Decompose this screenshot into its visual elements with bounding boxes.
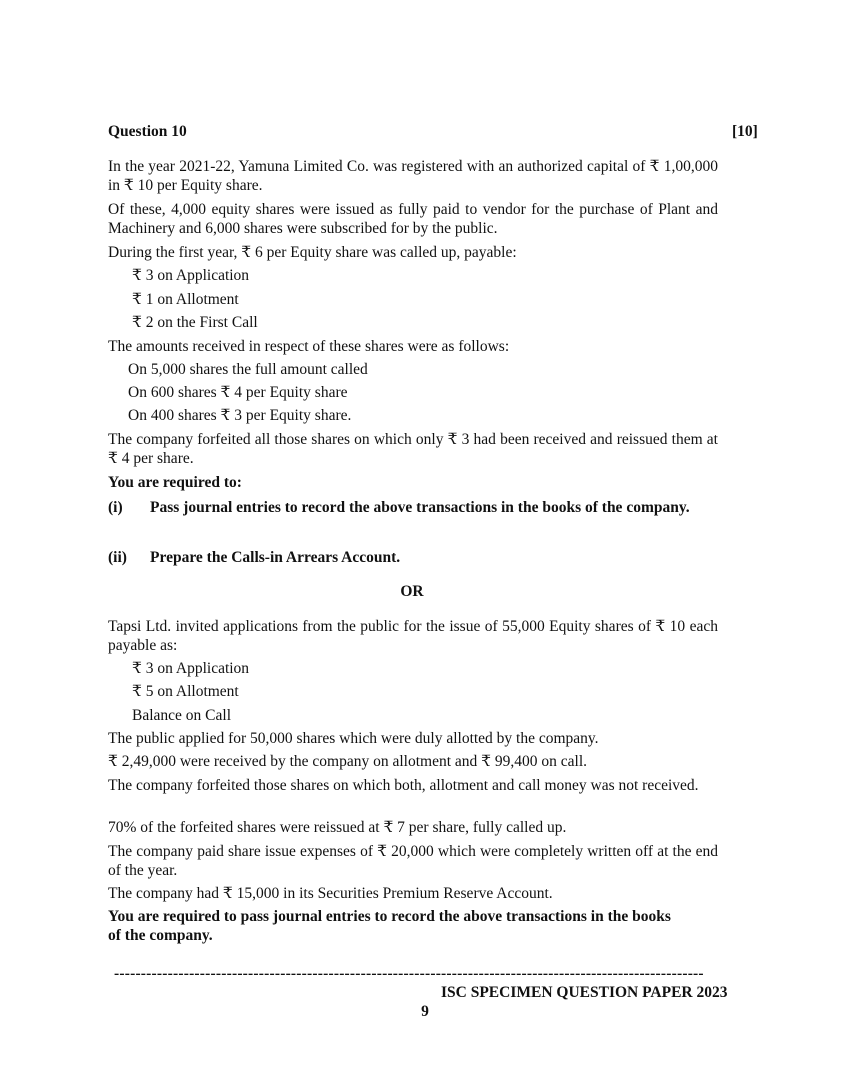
alt-call-item: Balance on Call [132, 707, 231, 724]
received-item: On 5,000 shares the full amount called [128, 361, 368, 378]
footer-divider: -------------------------------------------------------------------------------------------------------------- [114, 965, 704, 982]
part-text: Pass journal entries to record the above transactions in the books of the company. [150, 499, 690, 516]
received-item: On 400 shares ₹ 3 per Equity share. [128, 407, 352, 424]
alt-line: The company forfeited those shares on which both, allotment and call money was not received. [108, 777, 699, 794]
alt-call-item: ₹ 3 on Application [132, 660, 250, 677]
footer-title: ISC SPECIMEN QUESTION PAPER 2023 [441, 984, 728, 1001]
alt-line: The public applied for 50,000 shares which were duly allotted by the company. [108, 730, 599, 747]
alt-call-item: ₹ 5 on Allotment [132, 683, 239, 700]
call-item: ₹ 1 on Allotment [132, 291, 239, 308]
alt-line: The company had ₹ 15,000 in its Securities Premium Reserve Account. [108, 885, 553, 902]
part-number: (ii) [108, 549, 127, 566]
question-title: Question 10 [108, 123, 187, 140]
or-separator: OR [400, 583, 424, 600]
received-intro: The amounts received in respect of these shares were as follows: [108, 338, 510, 355]
received-item: On 600 shares ₹ 4 per Equity share [128, 384, 348, 401]
call-item: ₹ 3 on Application [132, 267, 250, 284]
alt-line: ₹ 2,49,000 were received by the company on allotment and ₹ 99,400 on call. [108, 753, 587, 770]
call-item: ₹ 2 on the First Call [132, 314, 258, 331]
intro-paragraph-2: Of these, 4,000 equity shares were issued as fully paid to vendor for the purchase of Plant and Machinery and 6,000 shares were subscribed for by the public. [108, 201, 718, 237]
page-number: 9 [421, 1003, 429, 1020]
alt-line: The company paid share issue expenses of ₹ 20,000 which were completely written off at the end of the year. [108, 843, 718, 879]
intro-paragraph-1: In the year 2021-22, Yamuna Limited Co. was registered with an authorized capital of ₹ 1,00,000 in ₹ 10 per Equity share. [108, 158, 718, 194]
question-marks: [10] [732, 123, 758, 140]
alt-line: 70% of the forfeited shares were reissued at ₹ 7 per share, fully called up. [108, 819, 567, 836]
alt-intro: Tapsi Ltd. invited applications from the public for the issue of 55,000 Equity shares of ₹ 10 each payable as: [108, 618, 718, 654]
part-text: Prepare the Calls-in Arrears Account. [150, 549, 401, 566]
intro-paragraph-3: During the first year, ₹ 6 per Equity share was called up, payable: [108, 244, 517, 261]
forfeit-paragraph: The company forfeited all those shares on which only ₹ 3 had been received and reissued them at ₹ 4 per share. [108, 431, 718, 467]
part-number: (i) [108, 499, 123, 516]
alt-required: You are required to pass journal entries to record the above transactions in the books of the company. [108, 908, 671, 944]
required-label: You are required to: [108, 474, 242, 491]
